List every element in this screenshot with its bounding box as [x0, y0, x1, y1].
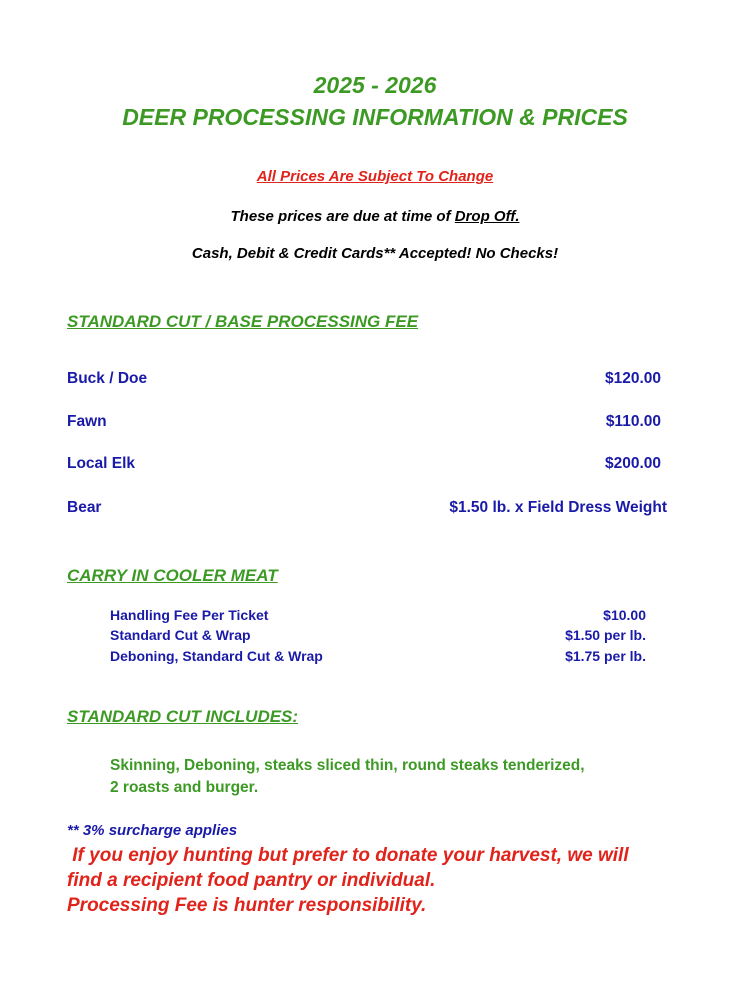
cooler-value-handling-fee: $10.00 [603, 607, 646, 623]
page-title: DEER PROCESSING INFORMATION & PRICES [122, 104, 628, 130]
payment-notice: Cash, Debit & Credit Cards** Accepted! No Checks! [191, 245, 559, 262]
prices-change-notice: All Prices Are Subject To Change [256, 168, 494, 185]
price-label-local-elk: Local Elk [67, 455, 136, 472]
surcharge-note: ** 3% surcharge applies [67, 822, 238, 839]
price-value-local-elk: $200.00 [604, 455, 661, 472]
donation-line-2: find a recipient food pantry or individual. [67, 870, 436, 891]
cooler-value-cut-wrap: $1.50 per lb. [565, 627, 646, 643]
due-notice-text: These prices are due at time of [230, 208, 455, 225]
cooler-label-deboning: Deboning, Standard Cut & Wrap [110, 648, 323, 664]
includes-section-heading: STANDARD CUT INCLUDES: [67, 707, 299, 726]
price-value-bear: $1.50 lb. x Field Dress Weight [449, 499, 667, 516]
includes-line-1: Skinning, Deboning, steaks sliced thin, round steaks tenderized, [110, 757, 585, 774]
cooler-label-cut-wrap: Standard Cut & Wrap [110, 627, 251, 643]
price-label-bear: Bear [67, 499, 102, 516]
price-label-buck-doe: Buck / Doe [67, 370, 148, 387]
price-label-fawn: Fawn [67, 413, 107, 430]
cooler-value-deboning: $1.75 per lb. [565, 648, 646, 664]
donation-note [67, 843, 707, 918]
donation-line-1: If you enjoy hunting but prefer to donate your harvest, we will [67, 845, 629, 866]
title-year: 2025 - 2026 [313, 72, 437, 98]
cooler-label-handling-fee: Handling Fee Per Ticket [110, 607, 269, 623]
due-notice-emphasis: Drop Off. [454, 208, 520, 225]
cooler-section-heading: CARRY IN COOLER MEAT [67, 566, 278, 585]
price-value-buck-doe: $120.00 [604, 370, 661, 387]
includes-line-2: 2 roasts and burger. [110, 779, 259, 796]
donation-line-3: Processing Fee is hunter responsibility. [67, 895, 427, 916]
standard-section-heading: STANDARD CUT / BASE PROCESSING FEE [67, 312, 419, 331]
due-notice [0, 208, 750, 225]
price-value-fawn: $110.00 [605, 413, 661, 430]
